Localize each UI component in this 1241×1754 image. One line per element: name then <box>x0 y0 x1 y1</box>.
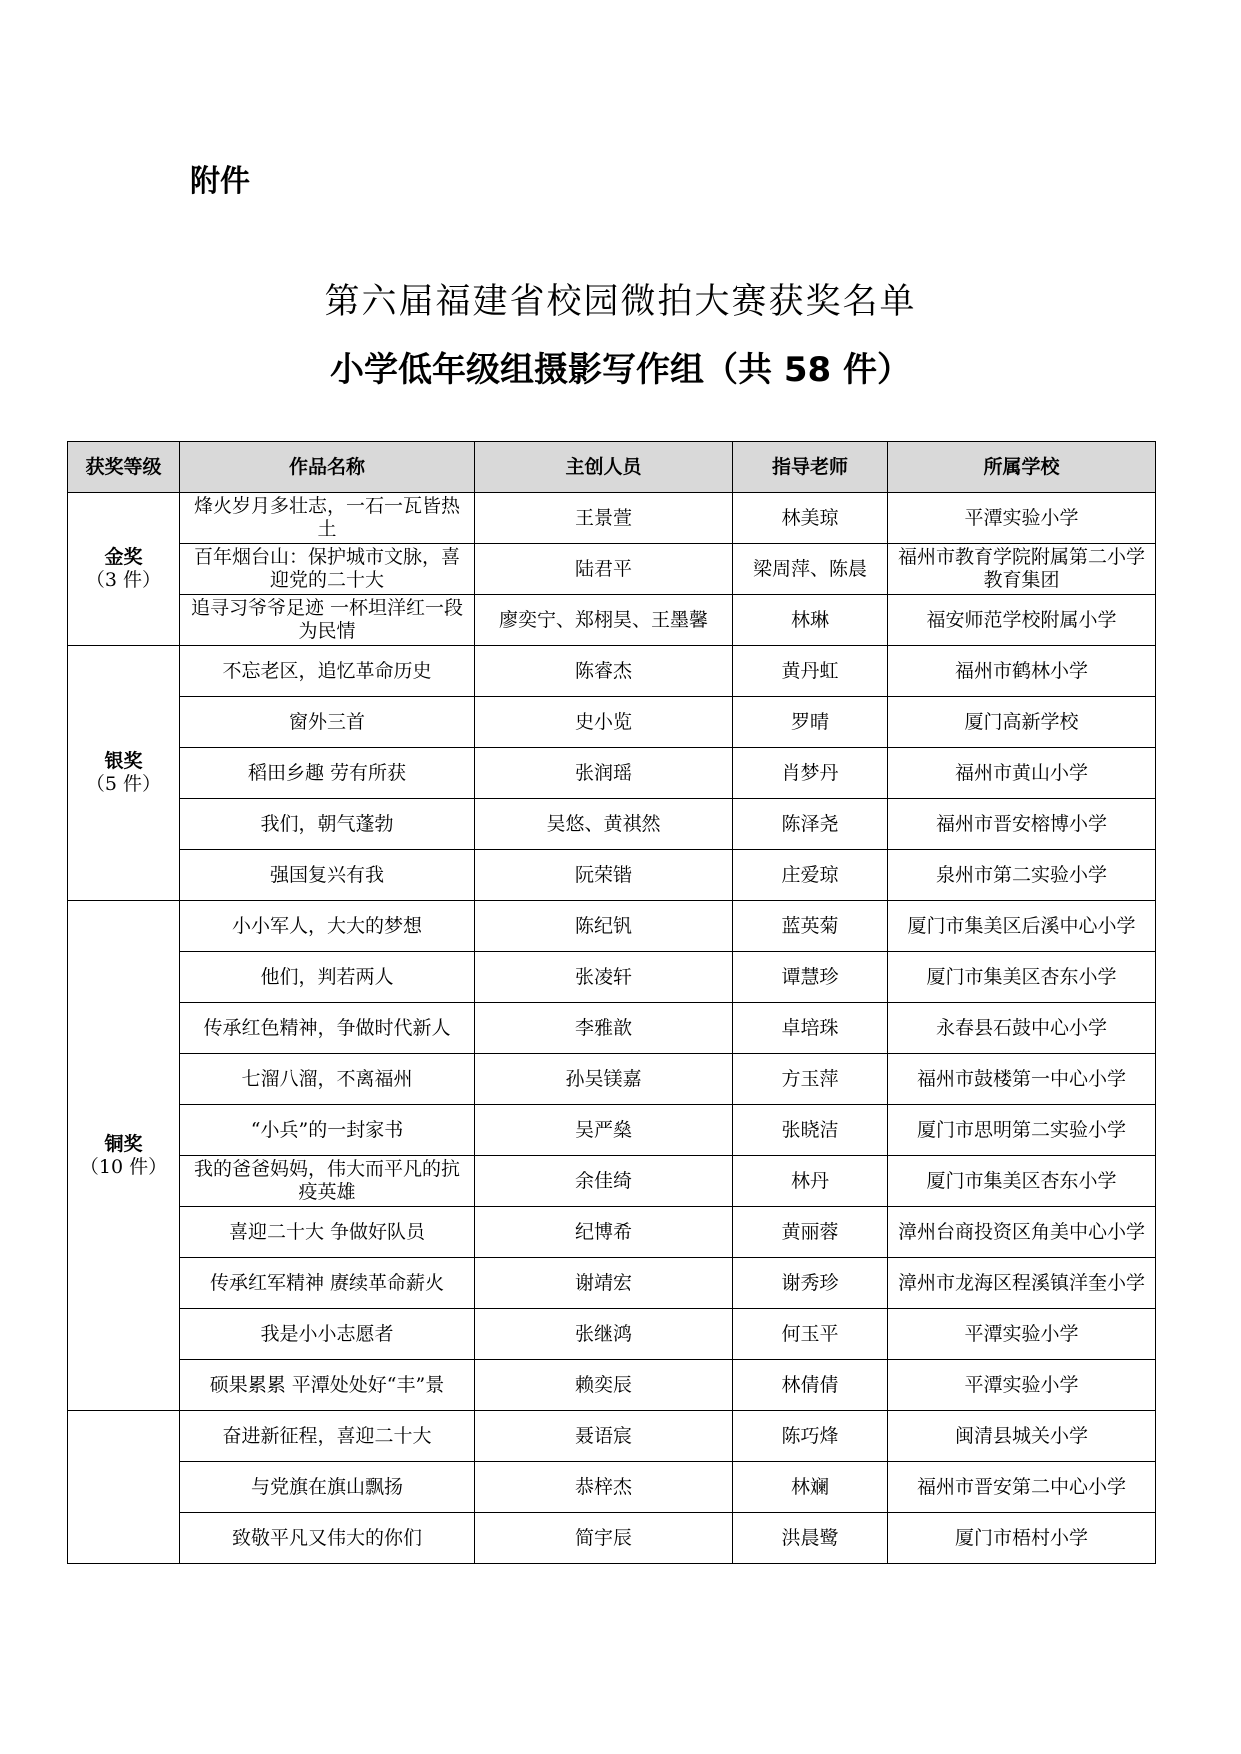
school-cell: 平潭实验小学 <box>888 493 1156 544</box>
table-row <box>68 1513 1156 1564</box>
creators-cell: 张润瑶 <box>475 748 733 799</box>
teacher-cell: 黄丹虹 <box>733 646 888 697</box>
creators-cell: 余佳绮 <box>475 1156 733 1207</box>
teacher-cell: 陈泽尧 <box>733 799 888 850</box>
teacher-cell: 蓝英菊 <box>733 901 888 952</box>
work-cell: 我的爸爸妈妈，伟大而平凡的抗疫英雄 <box>180 1156 475 1207</box>
work-cell: 我是小小志愿者 <box>180 1309 475 1360</box>
table-row <box>68 901 1156 952</box>
award-level-count: （3 件） <box>85 569 162 591</box>
column-header-level: 获奖等级 <box>68 442 180 493</box>
creators-cell: 简宇辰 <box>475 1513 733 1564</box>
creators-cell: 王景萱 <box>475 493 733 544</box>
work-cell: 追寻习爷爷足迹 一杯坦洋红一段为民情 <box>180 595 475 646</box>
work-cell: 硕果累累 平潭处处好“丰”景 <box>180 1360 475 1411</box>
table-row <box>68 1054 1156 1105</box>
creators-cell: 陈睿杰 <box>475 646 733 697</box>
school-cell: 泉州市第二实验小学 <box>888 850 1156 901</box>
school-cell: 福州市教育学院附属第二小学教育集团 <box>888 544 1156 595</box>
school-cell: 厦门市集美区杏东小学 <box>888 1156 1156 1207</box>
teacher-cell: 林倩倩 <box>733 1360 888 1411</box>
work-cell: 奋进新征程，喜迎二十大 <box>180 1411 475 1462</box>
work-cell: 窗外三首 <box>180 697 475 748</box>
award-level-cell <box>68 493 180 646</box>
teacher-cell: 卓培珠 <box>733 1003 888 1054</box>
work-cell: 与党旗在旗山飘扬 <box>180 1462 475 1513</box>
table-row <box>68 1207 1156 1258</box>
creators-cell: 吴悠、黄祺然 <box>475 799 733 850</box>
work-cell: 致敬平凡又伟大的你们 <box>180 1513 475 1564</box>
teacher-cell: 林美琼 <box>733 493 888 544</box>
work-cell: 喜迎二十大 争做好队员 <box>180 1207 475 1258</box>
attachment-label: 附件 <box>190 164 250 199</box>
column-header-creators: 主创人员 <box>475 442 733 493</box>
table-row <box>68 595 1156 646</box>
work-cell: 百年烟台山：保护城市文脉，喜迎党的二十大 <box>180 544 475 595</box>
creators-cell: 纪博希 <box>475 1207 733 1258</box>
creators-cell: 陆君平 <box>475 544 733 595</box>
table-row <box>68 493 1156 544</box>
teacher-cell: 谢秀珍 <box>733 1258 888 1309</box>
table-row <box>68 1411 1156 1462</box>
school-cell: 平潭实验小学 <box>888 1309 1156 1360</box>
work-cell: 烽火岁月多壮志，一石一瓦皆热土 <box>180 493 475 544</box>
award-level-name: 金奖 <box>104 546 143 568</box>
work-cell: 稻田乡趣 劳有所获 <box>180 748 475 799</box>
teacher-cell: 陈巧烽 <box>733 1411 888 1462</box>
school-cell: 福州市黄山小学 <box>888 748 1156 799</box>
document-title: 第六届福建省校园微拍大赛获奖名单 <box>324 282 917 322</box>
teacher-cell: 林琳 <box>733 595 888 646</box>
creators-cell: 陈纪钒 <box>475 901 733 952</box>
work-cell: 传承红军精神 赓续革命薪火 <box>180 1258 475 1309</box>
creators-cell: 史小览 <box>475 697 733 748</box>
teacher-cell: 何玉平 <box>733 1309 888 1360</box>
creators-cell: 赖奕辰 <box>475 1360 733 1411</box>
creators-cell: 廖奕宁、郑栩昊、王墨馨 <box>475 595 733 646</box>
work-cell: “小兵”的一封家书 <box>180 1105 475 1156</box>
award-level-count: （10 件） <box>79 1155 168 1178</box>
table-row <box>68 1360 1156 1411</box>
table-row <box>68 646 1156 697</box>
work-cell: 不忘老区，追忆革命历史 <box>180 646 475 697</box>
teacher-cell: 林斓 <box>733 1462 888 1513</box>
table-row <box>68 1156 1156 1207</box>
school-cell: 闽清县城关小学 <box>888 1411 1156 1462</box>
school-cell: 厦门市梧村小学 <box>888 1513 1156 1564</box>
teacher-cell: 方玉萍 <box>733 1054 888 1105</box>
creators-cell: 谢靖宏 <box>475 1258 733 1309</box>
award-table <box>67 441 1156 1564</box>
school-cell: 福州市鹤林小学 <box>888 646 1156 697</box>
work-cell: 强国复兴有我 <box>180 850 475 901</box>
column-header-work: 作品名称 <box>180 442 475 493</box>
table-row <box>68 1462 1156 1513</box>
school-cell: 福安师范学校附属小学 <box>888 595 1156 646</box>
teacher-cell: 黄丽蓉 <box>733 1207 888 1258</box>
school-cell: 永春县石鼓中心小学 <box>888 1003 1156 1054</box>
creators-cell: 聂语宸 <box>475 1411 733 1462</box>
school-cell: 福州市鼓楼第一中心小学 <box>888 1054 1156 1105</box>
school-cell: 福州市晋安第二中心小学 <box>888 1462 1156 1513</box>
table-row <box>68 544 1156 595</box>
award-level-cell <box>68 646 180 901</box>
award-level-count: （5 件） <box>85 773 162 795</box>
creators-cell: 孙吴镁嘉 <box>475 1054 733 1105</box>
table-row <box>68 1003 1156 1054</box>
teacher-cell: 谭慧珍 <box>733 952 888 1003</box>
column-header-school: 所属学校 <box>888 442 1156 493</box>
creators-cell: 吴严燊 <box>475 1105 733 1156</box>
school-cell: 厦门市思明第二实验小学 <box>888 1105 1156 1156</box>
document-subtitle: 小学低年级组摄影写作组（共 58 件） <box>330 350 911 390</box>
work-cell: 他们，判若两人 <box>180 952 475 1003</box>
teacher-cell: 肖梦丹 <box>733 748 888 799</box>
teacher-cell: 洪晨鹭 <box>733 1513 888 1564</box>
table-row <box>68 1309 1156 1360</box>
award-level-name: 银奖 <box>104 750 143 772</box>
work-cell: 七溜八溜，不离福州 <box>180 1054 475 1105</box>
school-cell: 厦门市集美区杏东小学 <box>888 952 1156 1003</box>
creators-cell: 阮荣锴 <box>475 850 733 901</box>
award-table-body <box>68 493 1156 1564</box>
school-cell: 福州市晋安榕博小学 <box>888 799 1156 850</box>
creators-cell: 张继鸿 <box>475 1309 733 1360</box>
table-row <box>68 697 1156 748</box>
work-cell: 传承红色精神，争做时代新人 <box>180 1003 475 1054</box>
work-cell: 小小军人，大大的梦想 <box>180 901 475 952</box>
school-cell: 厦门市集美区后溪中心小学 <box>888 901 1156 952</box>
work-cell: 我们，朝气蓬勃 <box>180 799 475 850</box>
table-header-row <box>68 442 1156 493</box>
table-row <box>68 1258 1156 1309</box>
creators-cell: 恭梓杰 <box>475 1462 733 1513</box>
table-row <box>68 799 1156 850</box>
column-header-teacher: 指导老师 <box>733 442 888 493</box>
table-row <box>68 748 1156 799</box>
teacher-cell: 罗晴 <box>733 697 888 748</box>
award-level-name: 铜奖 <box>104 1132 143 1155</box>
school-cell: 厦门高新学校 <box>888 697 1156 748</box>
school-cell: 平潭实验小学 <box>888 1360 1156 1411</box>
creators-cell: 张凌轩 <box>475 952 733 1003</box>
teacher-cell: 张晓洁 <box>733 1105 888 1156</box>
teacher-cell: 梁周萍、陈晨 <box>733 544 888 595</box>
school-cell: 漳州市龙海区程溪镇洋奎小学 <box>888 1258 1156 1309</box>
school-cell: 漳州台商投资区角美中心小学 <box>888 1207 1156 1258</box>
award-level-cell <box>68 1411 180 1564</box>
teacher-cell: 林丹 <box>733 1156 888 1207</box>
table-row <box>68 1105 1156 1156</box>
teacher-cell: 庄爱琼 <box>733 850 888 901</box>
table-row <box>68 850 1156 901</box>
creators-cell: 李雅歆 <box>475 1003 733 1054</box>
award-level-cell <box>68 901 180 1411</box>
table-row <box>68 952 1156 1003</box>
